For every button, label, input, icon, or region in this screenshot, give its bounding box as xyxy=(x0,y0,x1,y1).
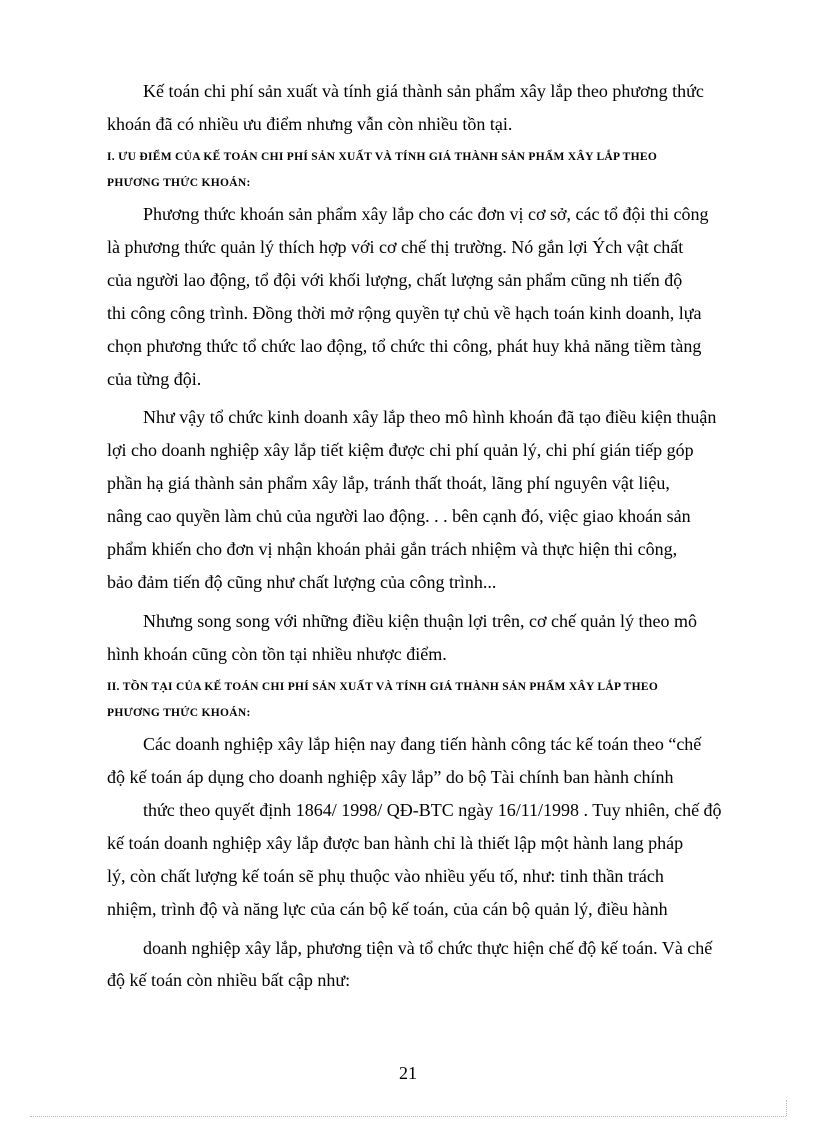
p5-line-8: độ kế toán còn nhiều bất cập như: xyxy=(107,970,351,990)
p2-line-2: là phương thức quản lý thích hợp với cơ chế thị trường. Nó gắn lợi Ých vật chất xyxy=(107,237,684,257)
footer-divider xyxy=(30,1116,786,1117)
p4-line-2: hình khoán cũng còn tồn tại nhiều nhược điểm. xyxy=(107,644,447,664)
page-number: 21 xyxy=(399,1063,417,1083)
p2-line-5: chọn phương thức tổ chức lao động, tổ chức thi công, phát huy khả năng tiềm tàng xyxy=(107,336,702,356)
p5-line-5: lý, còn chất lượng kế toán sẽ phụ thuộc vào nhiều yếu tố, như: tinh thần trách xyxy=(107,866,664,886)
p5-line-7: doanh nghiệp xây lắp, phương tiện và tổ chức thực hiện chế độ kế toán. Và chế xyxy=(143,938,713,958)
p2-line-1: Phương thức khoán sản phẩm xây lắp cho các đơn vị cơ sở, các tổ đội thi công xyxy=(143,204,709,224)
p2-line-3: của người lao động, tổ đội với khối lượng, chất lượng sản phẩm cũng nh tiến độ xyxy=(107,270,683,290)
intro-line-2: khoán đã có nhiều ưu điểm nhưng vẫn còn nhiều tồn tại. xyxy=(107,114,513,134)
p2-line-6: của từng đội. xyxy=(107,369,202,389)
section-heading-2-cont: PHƯƠNG THỨC KHOÁN: xyxy=(107,707,251,719)
p5-line-4: kế toán doanh nghiệp xây lắp được ban hành chỉ là thiết lập một hành lang pháp xyxy=(107,833,684,853)
section-heading-2: II. TỒN TẠI CỦA KẾ TOÁN CHI PHÍ SẢN XUẤT VÀ TÍNH GIÁ THÀNH SẢN PHẨM XÂY LẮP THEO xyxy=(107,681,659,693)
footer-divider-corner xyxy=(786,1100,787,1116)
section-heading-1-cont: PHƯƠNG THỨC KHOÁN: xyxy=(107,177,251,189)
p5-line-1: Các doanh nghiệp xây lắp hiện nay đang tiến hành công tác kế toán theo “chế xyxy=(143,734,702,754)
section-heading-1: I. ƯU ĐIỂM CỦA KẾ TOÁN CHI PHÍ SẢN XUẤT VÀ TÍNH GIÁ THÀNH SẢN PHẨM XÂY LẮP THEO xyxy=(107,151,658,163)
p3-line-1: Như vậy tổ chức kinh doanh xây lắp theo mô hình khoán đã tạo điều kiện thuận xyxy=(143,407,717,427)
p3-line-3: phần hạ giá thành sản phẩm xây lắp, tránh thất thoát, lãng phí nguyên vật liệu, xyxy=(107,473,670,493)
intro-line-1: Kế toán chi phí sản xuất và tính giá thành sản phẩm xây lắp theo phương thức xyxy=(143,81,704,101)
p5-line-2: độ kế toán áp dụng cho doanh nghiệp xây lắp” do bộ Tài chính ban hành chính xyxy=(107,767,674,787)
p3-line-5: phẩm khiến cho đơn vị nhận khoán phải gắn trách nhiệm và thực hiện thi công, xyxy=(107,539,678,559)
p2-line-4: thi công công trình. Đồng thời mở rộng quyền tự chủ về hạch toán kinh doanh, lựa xyxy=(107,303,702,323)
p3-line-6: bảo đảm tiến độ cũng như chất lượng của công trình... xyxy=(107,572,497,592)
p5-line-6: nhiệm, trình độ và năng lực của cán bộ kế toán, của cán bộ quản lý, điều hành xyxy=(107,899,668,919)
p4-line-1: Nhưng song song với những điều kiện thuận lợi trên, cơ chế quản lý theo mô xyxy=(143,611,697,631)
p3-line-2: lợi cho doanh nghiệp xây lắp tiết kiệm được chi phí quản lý, chi phí gián tiếp góp xyxy=(107,440,694,460)
p3-line-4: nâng cao quyền làm chủ của người lao động. . . bên cạnh đó, việc giao khoán sản xyxy=(107,506,691,526)
p5-line-3: thức theo quyết định 1864/ 1998/ QĐ-BTC ngày 16/11/1998 . Tuy nhiên, chế độ xyxy=(143,800,722,820)
